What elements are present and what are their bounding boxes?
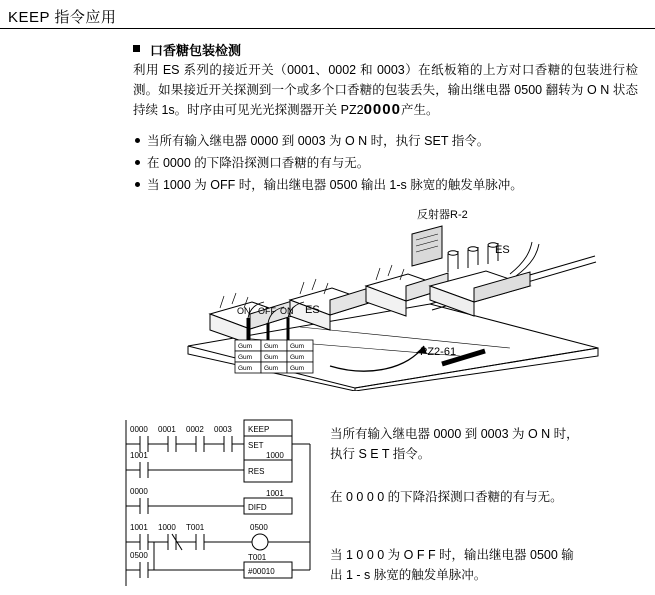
svg-text:Gum: Gum <box>264 354 279 361</box>
switch-state-off: OFF <box>258 306 276 316</box>
svg-text:0002: 0002 <box>186 425 204 434</box>
svg-text:T001: T001 <box>186 523 205 532</box>
ladder-diagram-svg <box>120 414 320 592</box>
switch-state-on-1: ON <box>237 306 251 316</box>
svg-text:Gum: Gum <box>238 354 253 361</box>
svg-text:SET: SET <box>248 441 264 450</box>
svg-text:Gum: Gum <box>290 365 305 372</box>
svg-text:Gum: Gum <box>290 343 305 350</box>
svg-text:1001: 1001 <box>266 489 284 498</box>
ladder-note-2: 在 0 0 0 0 的下降沿探测口香糖的有与无。 <box>330 490 563 504</box>
section-heading: 口香糖包装检测 <box>150 43 242 58</box>
svg-text:Gum: Gum <box>264 343 279 350</box>
svg-text:DIFD: DIFD <box>248 503 267 512</box>
bullet-list <box>133 130 643 196</box>
svg-text:0000: 0000 <box>130 425 148 434</box>
svg-text:1000: 1000 <box>266 451 284 460</box>
svg-text:Gum: Gum <box>238 343 253 350</box>
svg-text:Gum: Gum <box>290 354 305 361</box>
svg-text:0500: 0500 <box>250 523 268 532</box>
svg-text:Gum: Gum <box>264 365 279 372</box>
svg-text:KEEP: KEEP <box>248 425 270 434</box>
svg-text:0003: 0003 <box>214 425 232 434</box>
label-es-left: ES <box>305 304 320 316</box>
svg-text:T001: T001 <box>248 553 267 562</box>
label-es-right: ES <box>495 244 510 256</box>
label-reflector: 反射器R-2 <box>417 209 468 221</box>
paragraph-text-part1: 利用 ES 系列的接近开关（0001、0002 和 0003）在纸板箱的上方对口香糖的包装进行检测。如果接近开关探测到一个或多个口香糖的包装丢失，输出继电器 0500 翻转为 O N 状态持续 1s。时序由可见光光探测器开关 PZ2 <box>133 63 638 117</box>
svg-text:1001: 1001 <box>130 523 148 532</box>
illustration-figure <box>180 196 600 391</box>
svg-text:RES: RES <box>248 467 265 476</box>
ladder-note-1: 当所有输入继电器 0000 到 0003 为 O N 时，执行 S E T 指令。 <box>330 427 579 461</box>
svg-text:0000: 0000 <box>130 487 148 496</box>
switch-state-on-2: ON <box>280 306 294 316</box>
page-title: KEEP 指令应用 <box>8 9 117 26</box>
square-bullet-icon <box>133 45 140 52</box>
intro-paragraph <box>133 60 638 120</box>
list-item: 当 1000 为 OFF 时，输出继电器 0500 输出 1-s 脉宽的触发单脉冲。 <box>133 174 643 196</box>
ladder-note-3: 当 1 0 0 0 为 O F F 时，输出继电器 0500 输出 1 - s 脉宽的触发单脉冲。 <box>330 548 574 582</box>
ladder-diagram <box>120 414 320 592</box>
list-item: 在 0000 的下降沿探测口香糖的有与无。 <box>133 152 643 174</box>
svg-text:Gum: Gum <box>238 365 253 372</box>
svg-text:0500: 0500 <box>130 551 148 560</box>
svg-text:1000: 1000 <box>158 523 176 532</box>
paragraph-text-part2: 产生。 <box>400 103 439 117</box>
paragraph-emphasis: 0000 <box>363 101 401 118</box>
list-item: 当所有输入继电器 0000 到 0003 为 O N 时，执行 SET 指令。 <box>133 130 643 152</box>
conveyor-illustration-svg <box>180 196 600 391</box>
title-divider <box>0 28 655 29</box>
svg-text:1001: 1001 <box>130 451 148 460</box>
svg-text:#00010: #00010 <box>248 567 275 576</box>
svg-text:0001: 0001 <box>158 425 176 434</box>
label-pz: PZ2-61 <box>420 346 457 358</box>
